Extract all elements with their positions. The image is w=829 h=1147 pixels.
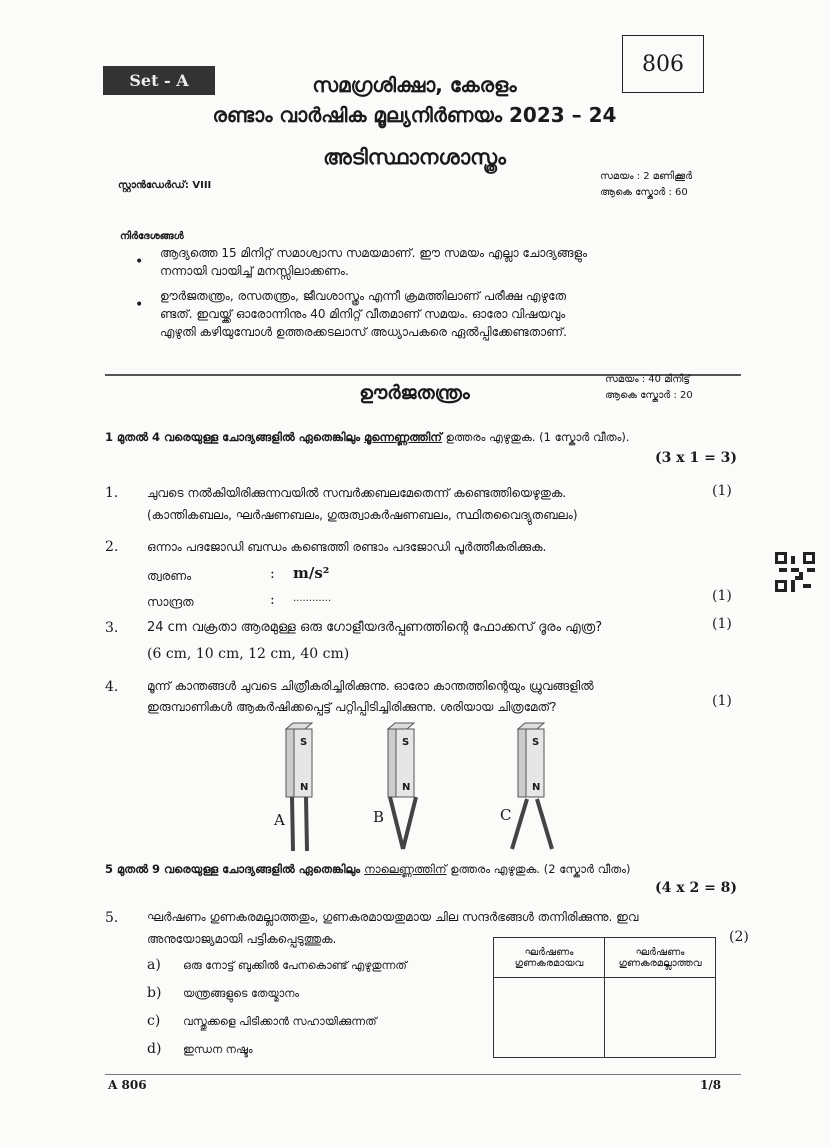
- page-number: 1/8: [700, 1078, 722, 1092]
- list-item: വസ്തുക്കളെ പിടിക്കാൻ സഹായിക്കുന്നത്: [183, 1015, 377, 1028]
- part1-marks: (3 x 1 = 3): [655, 450, 738, 466]
- question-2-text: ഒന്നാം പദജോഡി ബന്ധം കണ്ടെത്തി രണ്ടാം പദജോഡി പൂർത്തീകരിക്കുക.: [147, 540, 547, 554]
- paper-code: 806: [622, 35, 704, 93]
- pole-n: N: [532, 782, 541, 793]
- section-title: ഊർജതന്ത്രം: [359, 382, 470, 404]
- standard: സ്റ്റാൻഡേർഡ്: VIII: [118, 180, 212, 191]
- instruction-line: ആദ്യത്തെ 15 മിനിറ്റ് സമാശ്വാസ സമയമാണ്. ഈ സമയം എല്ലാ ചോദ്യങ്ങളും: [160, 246, 588, 260]
- bullet-icon: •: [135, 254, 144, 270]
- pole-s: S: [402, 737, 410, 748]
- list-item: യന്ത്രങ്ങളുടെ തേയ്മാനം: [183, 987, 300, 1000]
- footer-code: A 806: [108, 1078, 147, 1092]
- pole-s: S: [532, 737, 540, 748]
- footer-divider: [105, 1074, 741, 1075]
- section-time: സമയം : 40 മിനിട്ട്: [605, 374, 690, 385]
- question-3-text: 24 cm വക്രതാ ആരമുള്ള ഒരു ഗോളീയദർപ്പണത്തിന്റെ ഫോക്കസ് ദൂരം എത്ര?: [147, 620, 603, 635]
- list-item: ഒരു നോട്ട് ബുക്കിൽ പേനകൊണ്ട് എഴുതുന്നത്: [183, 959, 407, 972]
- question-1-options: (കാന്തികബലം, ഘർഷണബലം, ഗുരുത്വാകർഷണബലം, സ്ഥിതവൈദ്യുതബലം): [147, 508, 578, 522]
- bullet-icon: •: [135, 297, 144, 313]
- question-5-text: ഘർഷണം ഗുണകരമല്ലാത്തതും, ഗുണകരമായതുമായ ചില സന്ദർഭങ്ങൾ തന്നിരിക്കുന്നു. ഇവ: [147, 910, 639, 924]
- table-header: ഘർഷണം ഗുണകരമായവ: [494, 938, 605, 978]
- item-key: b): [147, 985, 162, 1001]
- colon: :: [270, 566, 275, 582]
- question-number: 1.: [105, 485, 119, 501]
- question-mark: (2): [729, 929, 749, 945]
- exam-time: സമയം : 2 മണിക്കൂർ: [600, 171, 693, 182]
- section-score: ആകെ സ്കോർ : 20: [605, 390, 693, 401]
- exam-title: രണ്ടാം വാർഷിക മൂല്യനിർണയം 2023 – 24: [212, 103, 617, 127]
- instruction-line: നന്നായി വായിച്ച് മനസ്സിലാക്കണം.: [160, 264, 349, 278]
- item-key: a): [147, 957, 161, 973]
- pair-value: m/s²: [293, 564, 330, 582]
- question-number: 2.: [105, 539, 119, 555]
- colon: :: [270, 592, 275, 608]
- pair-label: ത്വരണം: [147, 569, 192, 583]
- question-4-text: മൂന്ന് കാന്തങ്ങൾ ചുവടെ ചിത്രീകരിച്ചിരിക്കുന്നു. ഓരോ കാന്തത്തിന്റെയും ധ്രുവങ്ങളിൽ: [147, 679, 594, 693]
- question-4-text: ഇരുമ്പാണികൾ ആകർഷിക്കപ്പെട്ട് പറ്റിപ്പിടിച്ചിരിക്കുന്നു. ശരിയായ ചിത്രമേത്?: [147, 700, 557, 714]
- part2-instruction: 5 മുതൽ 9 വരെയുള്ള ചോദ്യങ്ങളിൽ ഏതെങ്കിലും നാലെണ്ണത്തിന് ഉത്തരം എഴുതുക. (2 സ്കോർ വീതം): [105, 862, 631, 876]
- question-number: 4.: [105, 679, 119, 695]
- figure-label-b: B: [373, 808, 385, 826]
- answer-blank: ............: [293, 593, 332, 604]
- part1-instruction: 1 മുതൽ 4 വരെയുള്ള ചോദ്യങ്ങളിൽ ഏതെങ്കിലും മൂന്നെണ്ണത്തിന് ഉത്തരം എഴുതുക. (1 സ്കോർ വീതം).: [105, 430, 630, 444]
- question-mark: (1): [712, 483, 732, 499]
- item-key: d): [147, 1041, 162, 1057]
- organization-title: സമഗ്രശിക്ഷാ, കേരളം: [312, 73, 517, 97]
- question-5-text: അനുയോജ്യമായി പട്ടികപ്പെടുത്തുക.: [147, 932, 337, 946]
- exam-total-score: ആകെ സ്കോർ : 60: [600, 187, 688, 198]
- question-number: 5.: [105, 910, 119, 926]
- question-mark: (1): [712, 588, 732, 604]
- question-mark: (1): [712, 693, 732, 709]
- table-header: ഘർഷണം ഗുണകരമല്ലാത്തവ: [605, 938, 716, 978]
- pole-n: N: [300, 782, 309, 793]
- question-3-options: (6 cm, 10 cm, 12 cm, 40 cm): [147, 646, 350, 662]
- list-item: ഇന്ധന നഷ്ടം: [183, 1043, 253, 1056]
- question-1-text: ചുവടെ നൽകിയിരിക്കുന്നവയിൽ സമ്പർക്കബലമേതെന്ന് കണ്ടെത്തിയെഴുതുക.: [147, 486, 567, 500]
- instruction-line: ണ്ടത്. ഇവയ്ക്ക് ഓരോന്നിനും 40 മിനിറ്റ് വീതമാണ് സമയം. ഓരോ വിഷയവും: [160, 307, 566, 321]
- answer-cell[interactable]: [605, 978, 716, 1058]
- set-label: Set - A: [103, 66, 215, 95]
- instructions-heading: നിർദേശങ്ങൾ: [120, 231, 184, 242]
- pole-n: N: [402, 782, 411, 793]
- subject-title: അടിസ്ഥാനശാസ്ത്രം: [323, 145, 506, 169]
- question-number: 3.: [105, 620, 119, 636]
- figure-label-a: A: [274, 811, 285, 829]
- answer-cell[interactable]: [494, 978, 605, 1058]
- instruction-line: ഊർജതന്ത്രം, രസതന്ത്രം, ജീവശാസ്ത്രം എന്നീ ക്രമത്തിലാണ് പരീക്ഷ എഴുതേ: [160, 289, 567, 303]
- pair-label: സാന്ദ്രത: [147, 595, 194, 609]
- qr-code-icon: [775, 552, 815, 592]
- instruction-line: എഴുതി കഴിയുമ്പോൾ ഉത്തരക്കടലാസ് അധ്യാപകരെ ഏൽപ്പിക്കേണ്ടതാണ്.: [160, 325, 567, 339]
- figure-label-c: C: [500, 806, 512, 824]
- item-key: c): [147, 1013, 161, 1029]
- question-mark: (1): [712, 616, 732, 632]
- part2-marks: (4 x 2 = 8): [655, 880, 738, 896]
- pole-s: S: [300, 737, 308, 748]
- friction-table: [493, 937, 716, 1058]
